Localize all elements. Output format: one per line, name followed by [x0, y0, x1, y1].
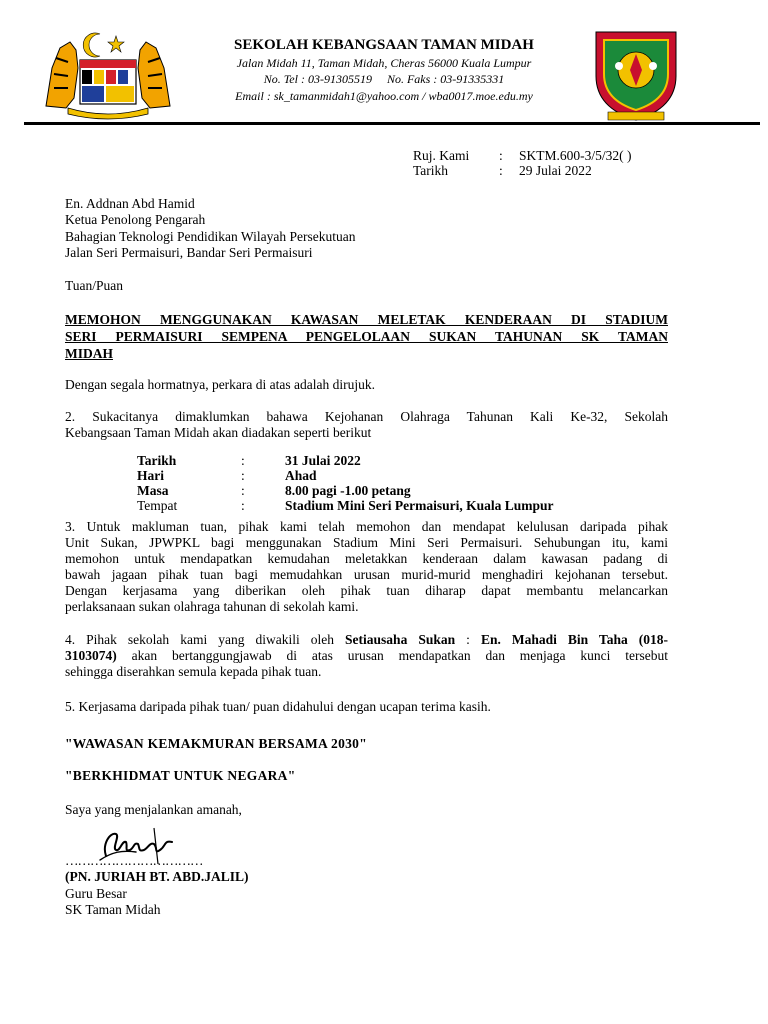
paragraph-3-line-6: perlaksanaan sukan olahraga tahunan di sekolah kami. — [65, 599, 359, 614]
event-details-table — [137, 453, 554, 513]
signatory-name: (PN. JURIAH BT. ABD.JALIL) — [65, 869, 249, 884]
paragraph-3-line-3: memohon untuk mendapatkan kemudahan meletakkan kenderaan dalam kawasan padang di — [65, 551, 668, 566]
details-value: Stadium Mini Seri Permaisuri, Kuala Lumpur — [285, 498, 554, 513]
paragraph-4-line-3: sehingga diserahkan semula kepada pihak tuan. — [65, 664, 322, 679]
salutation: Tuan/Puan — [65, 278, 124, 293]
details-label: Tempat — [137, 498, 178, 513]
paragraph-4-line-1 — [65, 632, 668, 648]
school-logo — [586, 24, 686, 124]
letter-date-colon: : — [499, 163, 503, 178]
paragraph-5: 5. Kerjasama daripada pihak tuan/ puan didahului dengan ucapan terima kasih. — [65, 699, 491, 714]
reference-colon: : — [499, 148, 503, 163]
reference-label: Ruj. Kami — [413, 148, 470, 163]
recipient-title: Ketua Penolong Pengarah — [65, 212, 206, 227]
details-separator: : — [241, 468, 245, 483]
paragraph-4-responsibility: akan bertanggungjawab di atas urusan mendapatkan dan menjaga kunci tersebut — [116, 648, 668, 663]
closing-phrase: Saya yang menjalankan amanah, — [65, 802, 242, 817]
details-label: Masa — [137, 483, 169, 498]
subject-line-1: MEMOHON MENGGUNAKAN KAWASAN MELETAK KENDERAAN DI STADIUM — [65, 312, 668, 327]
details-row-time — [137, 483, 554, 498]
letter-date: 29 Julai 2022 — [519, 163, 592, 178]
details-value: 8.00 pagi -1.00 petang — [285, 483, 411, 498]
paragraph-3-line-1: 3. Untuk makluman tuan, pihak kami telah memohon dan mendapat kelulusan daripada pihak — [65, 519, 668, 534]
recipient-department: Bahagian Teknologi Pendidikan Wilayah Persekutuan — [65, 229, 356, 244]
paragraph-4-colon: : — [455, 632, 481, 647]
subject-line-2: SERI PERMAISURI SEMPENA PENGELOLAAN SUKAN TAHUNAN SK TAMAN — [65, 329, 668, 344]
school-email: Email : sk_tamanmidah1@yahoo.com / wba0017.moe.edu.my — [235, 89, 533, 103]
subject-line-3: MIDAH — [65, 346, 113, 361]
letter-date-label: Tarikh — [413, 163, 449, 178]
recipient-address: Jalan Seri Permaisuri, Bandar Seri Permaisuri — [65, 245, 313, 260]
details-row-day — [137, 468, 554, 483]
recipient-name: En. Addnan Abd Hamid — [65, 196, 195, 211]
sports-secretary-phone: 3103074) — [65, 648, 117, 663]
paragraph-4-line-2 — [65, 648, 668, 664]
school-address: Jalan Midah 11, Taman Midah, Cheras 56000 Kuala Lumpur — [236, 56, 532, 70]
details-value: 31 Julai 2022 — [285, 453, 361, 468]
slogan-berkhidmat: "BERKHIDMAT UNTUK NEGARA" — [65, 768, 296, 783]
details-separator: : — [241, 498, 245, 513]
reference-number: SKTM.600-3/5/32( ) — [519, 148, 632, 163]
fax-number: No. Faks : 03-91335331 — [386, 72, 505, 86]
paragraph-3-line-4: bawah jagaan pihak tuan bagi memudahkan urusan murid-murid menghadiri kejohanan tersebut. — [65, 567, 668, 582]
signatory-school: SK Taman Midah — [65, 902, 161, 917]
opening-sentence: Dengan segala hormatnya, perkara di atas adalah dirujuk. — [65, 377, 375, 392]
paragraph-3-line-5: Dengan kerjasama yang diberikan oleh pihak tuan diharap dapat membantu melancarkan — [65, 583, 668, 598]
signatory-position: Guru Besar — [65, 886, 127, 901]
slogan-wawasan: "WAWASAN KEMAKMURAN BERSAMA 2030" — [65, 736, 368, 751]
malaysia-coat-of-arms-logo — [38, 28, 178, 120]
details-label: Hari — [137, 468, 164, 483]
sports-secretary-title: Setiausaha Sukan — [345, 632, 456, 647]
details-row-venue — [137, 498, 554, 513]
phone-number: No. Tel : 03-91305519 — [263, 72, 372, 86]
paragraph-2-line-2: Kebangsaan Taman Midah akan diadakan seperti berikut — [65, 425, 372, 440]
details-row-date — [137, 453, 554, 468]
paragraph-4-intro: 4. Pihak sekolah kami yang diwakili oleh — [65, 632, 346, 647]
school-contact-numbers — [184, 72, 584, 87]
paragraph-3-line-2: Unit Sukan, JPWPKL bagi menggunakan Stadium Mini Seri Permaisuri. Sehubungan itu, kami — [65, 535, 668, 550]
sports-secretary-name: En. Mahadi Bin Taha (018- — [480, 632, 668, 647]
details-label: Tarikh — [137, 453, 177, 468]
paragraph-2-line-1: 2. Sukacitanya dimaklumkan bahawa Kejohanan Olahraga Tahunan Kali Ke-32, Sekolah — [65, 409, 668, 424]
details-separator: : — [241, 483, 245, 498]
signature-line: …………………………… — [65, 853, 203, 868]
details-value: Ahad — [285, 468, 317, 483]
letterhead-divider — [24, 122, 760, 125]
school-name: SEKOLAH KEBANGSAAN TAMAN MIDAH — [234, 37, 534, 53]
details-separator: : — [241, 453, 245, 468]
